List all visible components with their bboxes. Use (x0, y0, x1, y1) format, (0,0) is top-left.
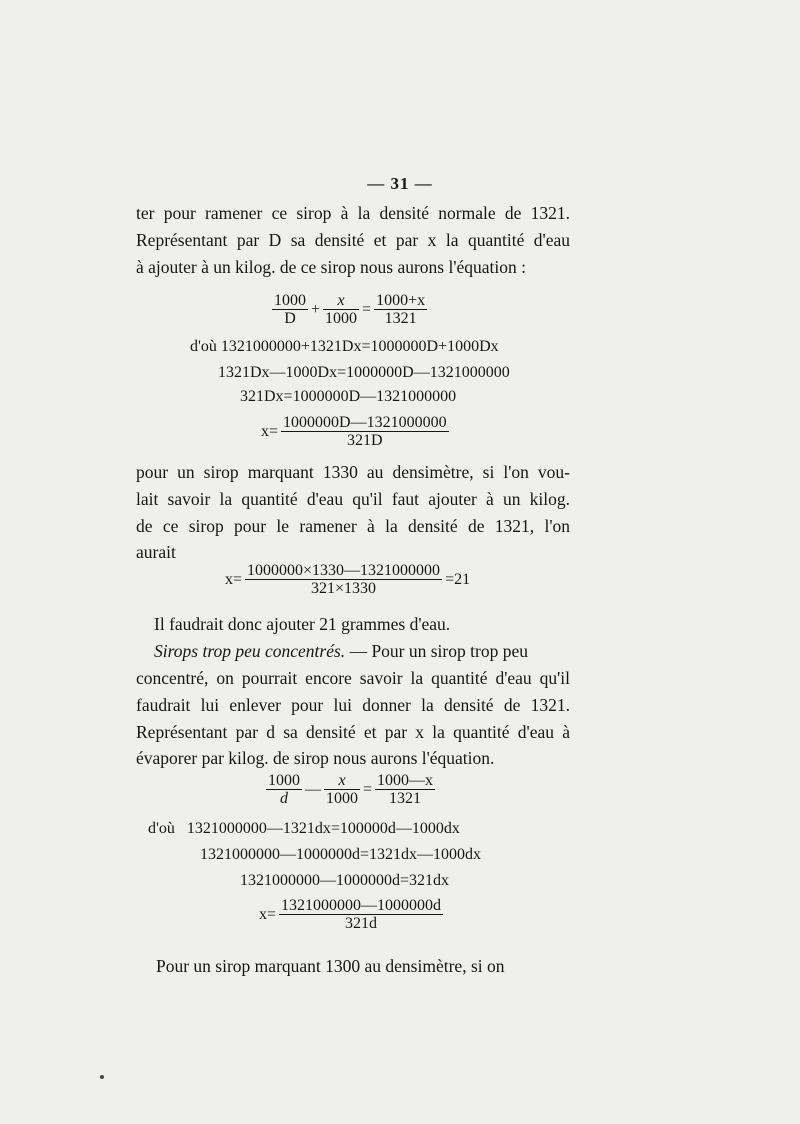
equation-10: 1321000000—1000000d=321dx (240, 872, 450, 889)
equation-4: 321Dx=1000000D—1321000000 (240, 388, 457, 405)
equation-7: $\frac{1000}{d}$ — $\frac{x}{1000}$ = $\frac{1000—x}{1321}$ (268, 772, 434, 807)
equation-1: $\frac{1000}{D}$ + $\frac{x}{1000}$ = $\frac{1000+x}{1321}$ (274, 292, 426, 327)
paragraph-line: lait savoir la quantité d'eau qu'il faut ajouter à un kilog. (136, 489, 570, 509)
paragraph-line: Sirops trop peu concentrés. — Pour un sirop trop peu (154, 641, 528, 661)
equation-3: 1321Dx—1000Dx=1000000D—1321000000 (218, 364, 510, 381)
fraction: $\frac{x}{1000}$ (325, 292, 358, 327)
paragraph-line: pour un sirop marquant 1330 au densimètre, si l'on vou- (136, 462, 570, 482)
equation-9: 1321000000—1000000d=1321dx—1000dx (200, 846, 482, 863)
fraction: $\frac{1000+x}{1321}$ (376, 292, 426, 327)
fraction: $\frac{1000}{D}$ (274, 292, 306, 327)
equation-2: d'où 1321000000+1321Dx=1000000D+1000Dx (190, 338, 499, 355)
paragraph-line: Représentant par D sa densité et par x la quantité d'eau (136, 230, 570, 250)
paragraph-line: évaporer par kilog. de sirop nous aurons l'équation. (136, 748, 495, 768)
equation-11: x= $\frac{1321000000—1000000d}{321d}$ (259, 897, 442, 932)
ink-speck (100, 1075, 104, 1079)
equation-5: x= $\frac{1000000D—1321000000}{321D}$ (261, 414, 447, 449)
paragraph-line: concentré, on pourrait encore savoir la quantité d'eau qu'il (136, 668, 570, 688)
equation-8: d'où 1321000000—1321dx=100000d—1000dx (148, 820, 460, 837)
paragraph-line: ter pour ramener ce sirop à la densité normale de 1321. (136, 203, 570, 223)
paragraph-line: aurait (136, 542, 176, 562)
paragraph-line: de ce sirop pour le ramener à la densité de 1321, l'on (136, 516, 570, 536)
paragraph-line: Il faudrait donc ajouter 21 grammes d'eau. (154, 614, 451, 634)
paragraph-line: à ajouter à un kilog. de ce sirop nous aurons l'équation : (136, 257, 526, 277)
paragraph-line: Représentant par d sa densité et par x la quantité d'eau à (136, 722, 570, 742)
paragraph-line: Pour un sirop marquant 1300 au densimètre, si on (156, 956, 505, 976)
paragraph-line: faudrait lui enlever pour lui donner la densité de 1321. (136, 695, 570, 715)
page-number: — 31 — (367, 174, 433, 193)
equation-6: x= $\frac{1000000\times 1330—1321000000}{321\times 1330}$ =21 (225, 562, 471, 597)
section-heading: Sirops trop peu concentrés. (154, 641, 346, 661)
